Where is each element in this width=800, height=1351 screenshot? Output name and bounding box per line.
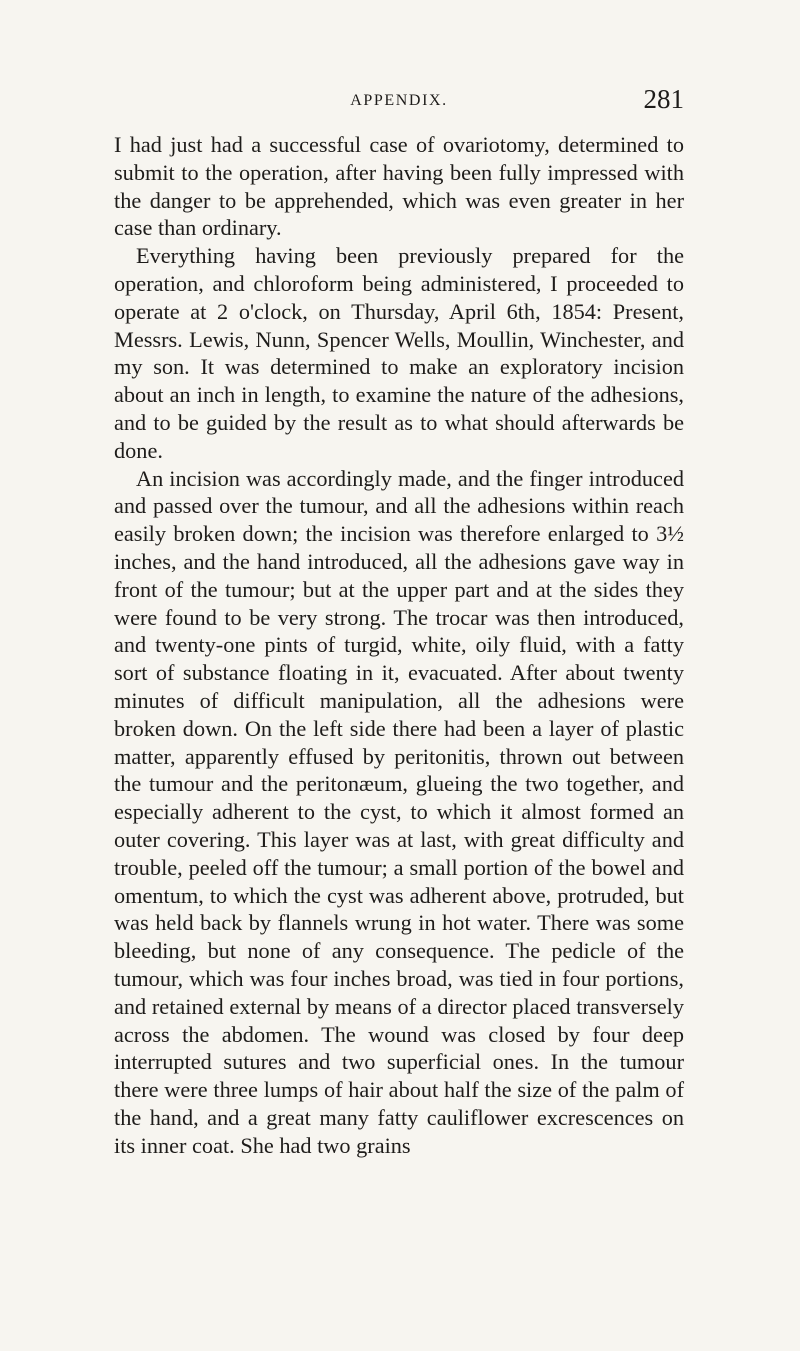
running-head <box>114 84 684 118</box>
body-text <box>114 131 684 1159</box>
paragraph-1: I had just had a successful case of ovariotomy, determined to submit to the operation, after having been fully impressed with the danger to be apprehended, which was even greater in her case than ordinary. <box>114 132 684 241</box>
paragraph-3: An incision was accordingly made, and the finger introduced and passed over the tumour, and all the adhesions within reach easily broken down; the incision was therefore enlarged to 3½ inches, and the hand introduced, all the adhesions gave way in front of the tumour; but at the upper part and at the sides they were found to be very strong. The trocar was then introduced, and twenty-one pints of turgid, white, oily fluid, with a fatty sort of substance floating in it, evacuated. After about twenty minutes of difficult manipulation, all the adhesions were broken down. On the left side there had been a layer of plastic matter, apparently effused by peritonitis, thrown out between the tumour and the peritonæum, glueing the two together, and especially adherent to the cyst, to which it almost formed an outer covering. This layer was at last, with great difficulty and trouble, peeled off the tumour; a small portion of the bowel and omentum, to which the cyst was adherent above, protruded, but was held back by flannels wrung in hot water. There was some bleeding, but none of any consequence. The pedicle of the tumour, which was four inches broad, was tied in four portions, and retained external by means of a director placed transversely across the abdomen. The wound was closed by four deep interrupted sutures and two superficial ones. In the tumour there were three lumps of hair about half the size of the palm of the hand, and a great many fatty cauliflower excrescences on its inner coat. She had two grains <box>114 465 684 1158</box>
running-title: APPENDIX. <box>350 92 448 109</box>
page-number: 281 <box>643 84 684 114</box>
paragraph-2: Everything having been previously prepared for the operation, and chloroform being administered, I proceeded to operate at 2 o'clock, on Thursday, April 6th, 1854: Present, Messrs. Lewis, Nunn, Spencer Wells, Moullin, Winchester, and my son. It was determined to make an exploratory incision about an inch in length, to examine the nature of the adhesions, and to be guided by the result as to what should afterwards be done. <box>114 243 684 463</box>
